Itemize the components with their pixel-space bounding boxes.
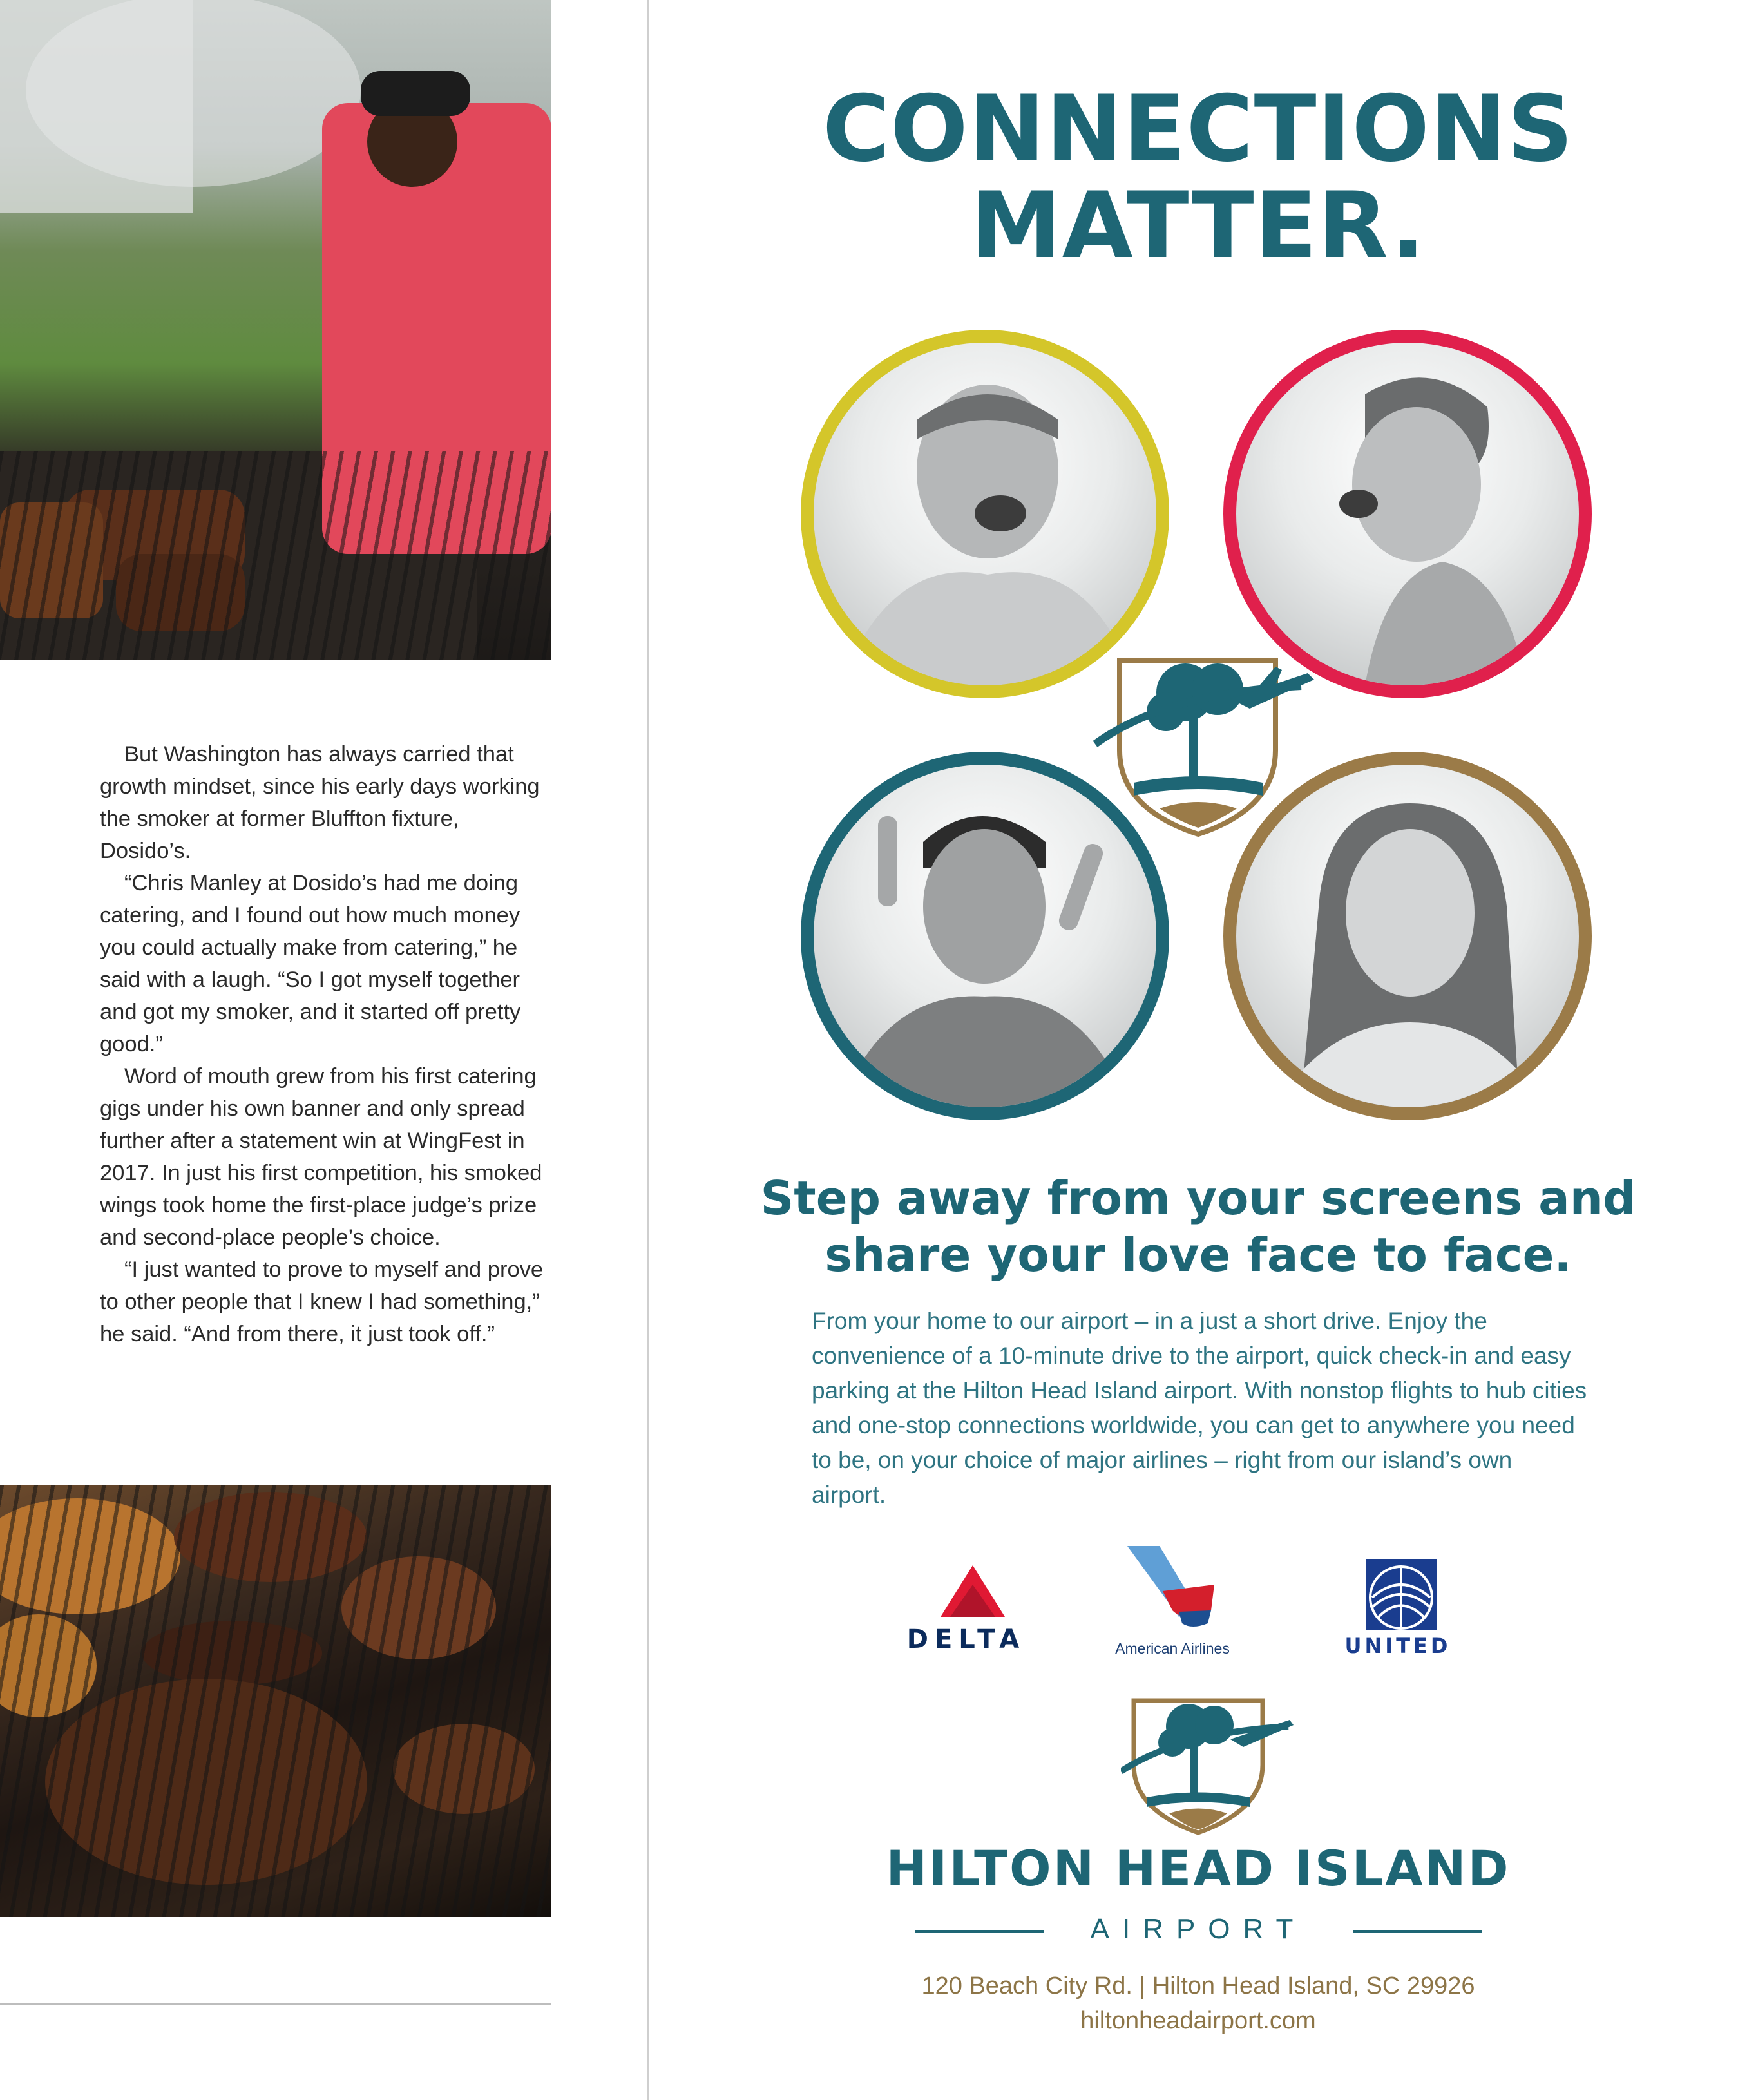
american-wordmark: American Airlines bbox=[1115, 1640, 1230, 1657]
airport-subtitle-row bbox=[915, 1913, 1482, 1952]
delta-wordmark: DELTA bbox=[906, 1625, 1026, 1654]
article-paragraph: “I just wanted to prove to myself and prove to other people that I knew I had something,” he said. “And from there, it just took off.” bbox=[100, 1257, 544, 1346]
airline-logos bbox=[889, 1540, 1469, 1668]
page-rule bbox=[0, 2003, 551, 2005]
ad-subheadline bbox=[760, 1170, 1636, 1283]
airport-subtitle: AIRPORT bbox=[1090, 1913, 1306, 1945]
article-paragraph: But Washington has always carried that growth mindset, since his early days working the smoker at former Bluffton fixture, Dosido’s. bbox=[100, 742, 540, 863]
article-paragraph: “Chris Manley at Dosido’s had me doing catering, and I found out how much money you could actually make from catering,” he said with a laugh. “So I got myself together and got my smoker, and it started off pretty good.” bbox=[100, 871, 521, 1056]
headline-line: CONNECTIONS bbox=[822, 76, 1574, 182]
grilled-meats-photo bbox=[0, 1485, 551, 1917]
contact-info bbox=[837, 1969, 1559, 2038]
airport-logo-crest bbox=[1121, 1688, 1295, 1836]
subtitle-rule-right bbox=[1353, 1930, 1482, 1933]
column-divider bbox=[647, 0, 649, 2100]
united-wordmark: UNITED bbox=[1344, 1634, 1451, 1658]
article-text bbox=[100, 738, 551, 1350]
subhead-line: share your love face to face. bbox=[825, 1228, 1572, 1282]
headline-line: MATTER. bbox=[970, 173, 1426, 279]
ad-headline bbox=[747, 76, 1649, 279]
american-airlines-logo bbox=[1102, 1540, 1243, 1662]
airport-brand-name: HILTON HEAD ISLAND bbox=[886, 1840, 1511, 1897]
united-logo bbox=[1333, 1559, 1462, 1662]
subhead-line: Step away from your screens and bbox=[760, 1171, 1636, 1225]
chef-grilling-photo bbox=[0, 0, 551, 660]
airport-crest-emblem bbox=[1089, 628, 1321, 841]
ad-body-copy: From your home to our airport – in a just a short drive. Enjoy the convenience of a 10-minute drive to the airport, quick check-in and easy parking at the Hilton Head Island airport. With nonstop flights to hub cities and one-stop connections worldwide, you can get to anywhere you need to be, on your choice of major airlines – right from our island’s own airport. bbox=[812, 1308, 1587, 1508]
article-paragraph: Word of mouth grew from his first catering gigs under his own banner and only spread further after a statement win at WingFest in 2017. In just his first competition, his smoked wings took home the first-place judge’s prize and second-place people’s choice. bbox=[100, 1064, 542, 1250]
airport-address: 120 Beach City Rd. | Hilton Head Island, SC 29926 bbox=[921, 1972, 1475, 2000]
delta-logo bbox=[889, 1559, 1044, 1656]
airport-website-link[interactable]: hiltonheadairport.com bbox=[1080, 2007, 1316, 2034]
